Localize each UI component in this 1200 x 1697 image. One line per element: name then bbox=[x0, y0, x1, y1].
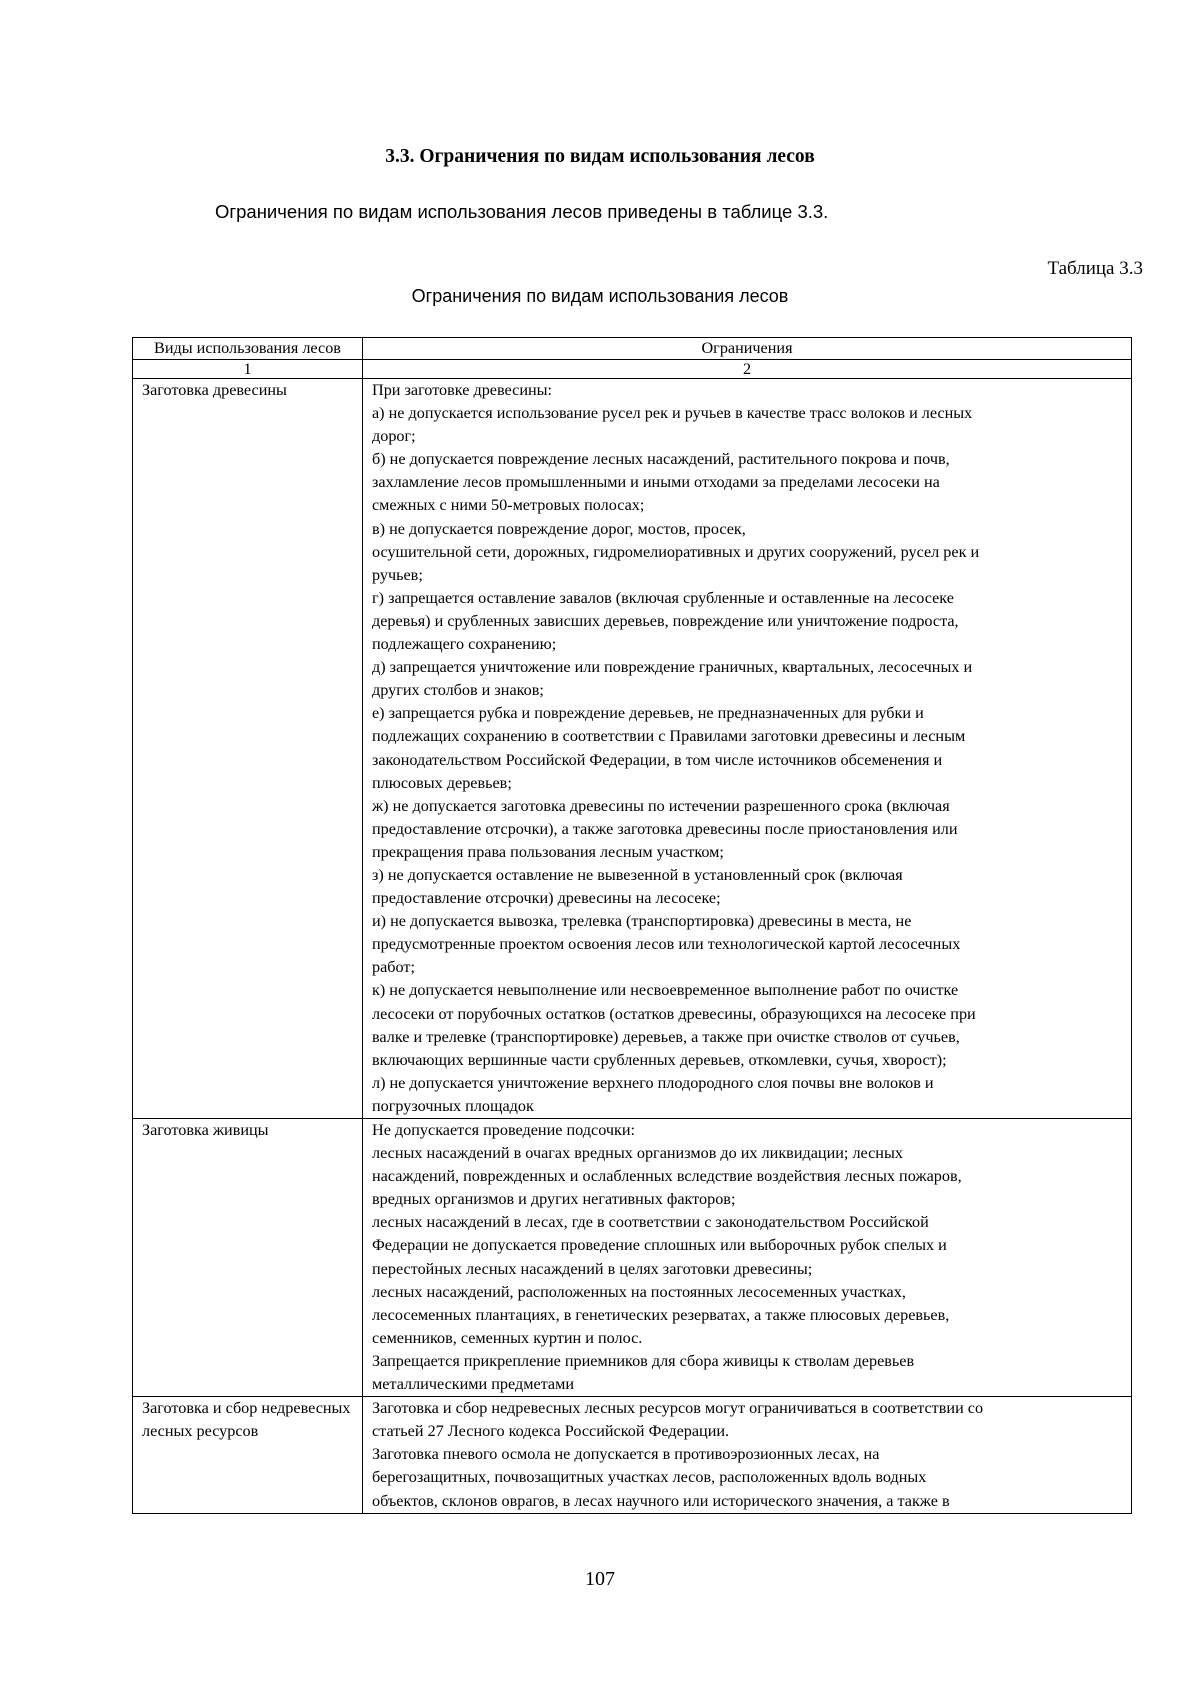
restriction-line: з) не допускается оставление не вывезенной в установленный срок (включая bbox=[372, 865, 903, 884]
restriction-line: других столбов и знаков; bbox=[372, 681, 544, 700]
restriction-line: включающих вершинные части срубленных деревьев, откомлевки, сучья, хворост); bbox=[372, 1050, 947, 1069]
restriction-line: д) запрещается уничтожение или повреждение граничных, квартальных, лесосечных и bbox=[372, 658, 973, 677]
restrictions-cell bbox=[363, 1119, 1132, 1397]
restriction-line: предусмотренные проектом освоения лесов или технологической картой лесосечных bbox=[372, 935, 961, 954]
table-label: Таблица 3.3 bbox=[1047, 258, 1143, 279]
column-number-row bbox=[133, 360, 1132, 379]
restriction-line: При заготовке древесины: bbox=[372, 381, 553, 399]
restriction-line: к) не допускается невыполнение или несвоевременное выполнение работ по очистке bbox=[372, 981, 959, 1000]
restriction-line: осушительной сети, дорожных, гидромелиоративных и других сооружений, русел рек и bbox=[372, 542, 980, 561]
table-row bbox=[133, 1397, 1132, 1513]
restriction-line: прекращения права пользования лесным участком; bbox=[372, 842, 724, 861]
restriction-line: лесных насаждений в лесах, где в соответствии с законодательством Российской bbox=[372, 1213, 929, 1232]
restriction-line: предоставление отсрочки), а также заготовка древесины после приостановления или bbox=[372, 819, 958, 838]
restriction-line: законодательством Российской Федерации, в том числе источников обсеменения и bbox=[372, 750, 943, 769]
restriction-line: в) не допускается повреждение дорог, мостов, просек, bbox=[372, 519, 746, 538]
restriction-line: ж) не допускается заготовка древесины по истечении разрешенного срока (включая bbox=[372, 796, 950, 815]
table-caption: Ограничения по видам использования лесов bbox=[411, 286, 789, 306]
forest-use-type-cell: Заготовка живицы bbox=[133, 1119, 363, 1397]
restriction-line: л) не допускается уничтожение верхнего плодородного слоя почвы вне волоков и bbox=[372, 1073, 934, 1092]
intro-paragraph: Ограничения по видам использования лесов приведены в таблице 3.3. bbox=[215, 201, 829, 222]
restrictions-cell bbox=[363, 379, 1132, 1119]
restriction-line: деревья) и срубленных зависших деревьев, повреждение или уничтожение подроста, bbox=[372, 611, 959, 630]
column-number-2: 2 bbox=[363, 360, 1132, 379]
section-heading: 3.3. Ограничения по видам использования лесов bbox=[385, 146, 815, 167]
restriction-line: Запрещается прикрепление приемников для сбора живицы к стволам деревьев bbox=[372, 1351, 915, 1370]
restriction-line: захламление лесов промышленными и иными отходами за пределами лесосеки на bbox=[372, 473, 940, 492]
restriction-line: лесных насаждений в очагах вредных организмов до их ликвидации; лесных bbox=[372, 1144, 903, 1163]
restriction-line: перестойных лесных насаждений в целях заготовки древесины; bbox=[372, 1259, 813, 1278]
restriction-line: Заготовка пневого осмола не допускается в противоэрозионных лесах, на bbox=[372, 1445, 880, 1464]
restriction-line: Не допускается проведение подсочки: bbox=[372, 1121, 636, 1139]
restriction-line: подлежащих сохранению в соответствии с Правилами заготовки древесины и лесным bbox=[372, 727, 966, 746]
header-forest-use-type bbox=[133, 338, 363, 360]
forest-use-type-cell: Заготовка и сбор недревесных лесных ресурсов bbox=[133, 1397, 363, 1513]
restriction-line: б) не допускается повреждение лесных насаждений, растительного покрова и почв, bbox=[372, 450, 950, 469]
restriction-line: и) не допускается вывозка, трелевка (транспортировка) древесины в места, не bbox=[372, 912, 912, 931]
restriction-line: Федерации не допускается проведение сплошных или выборочных рубок спелых и bbox=[372, 1236, 947, 1255]
restriction-line: вредных организмов и других негативных факторов; bbox=[372, 1190, 736, 1209]
restriction-line: лесных насаждений, расположенных на постоянных лесосеменных участках, bbox=[372, 1282, 906, 1301]
restriction-line: дорог; bbox=[372, 427, 416, 446]
header-col1-label: Виды использования лесов bbox=[154, 339, 341, 357]
restriction-line: подлежащего сохранению; bbox=[372, 635, 557, 654]
restrictions-cell bbox=[363, 1397, 1132, 1513]
restriction-line: г) запрещается оставление завалов (включая срубленные и оставленные на лесосеке bbox=[372, 588, 954, 607]
restriction-line: е) запрещается рубка и повреждение деревьев, не предназначенных для рубки и bbox=[372, 704, 924, 723]
restriction-line: смежных с ними 50-метровых полосах; bbox=[372, 496, 645, 515]
restriction-line: лесосеки от порубочных остатков (остатков древесины, образующихся на лесосеке при bbox=[372, 1004, 976, 1023]
restriction-line: берегозащитных, почвозащитных участках лесов, расположенных вдоль водных bbox=[372, 1468, 927, 1487]
table-row bbox=[133, 379, 1132, 1119]
restriction-line: статьей 27 Лесного кодекса Российской Федерации. bbox=[372, 1422, 730, 1441]
restriction-line: работ; bbox=[372, 958, 415, 977]
restriction-line: металлическими предметами bbox=[372, 1375, 574, 1394]
restriction-line: семенников, семенных куртин и полос. bbox=[372, 1328, 643, 1347]
page-number: 107 bbox=[585, 1568, 615, 1590]
table-header-row bbox=[133, 338, 1132, 360]
restriction-line: а) не допускается использование русел рек и ручьев в качестве трасс волоков и лесных bbox=[372, 404, 973, 423]
restriction-line: объектов, склонов оврагов, в лесах научного или исторического значения, а также в bbox=[372, 1491, 950, 1510]
restrictions-table bbox=[132, 337, 1132, 1514]
restriction-line: насаждений, поврежденных и ослабленных вследствие воздействия лесных пожаров, bbox=[372, 1167, 962, 1186]
column-number-1: 1 bbox=[133, 360, 363, 379]
restriction-line: Заготовка и сбор недревесных лесных ресурсов могут ограничиваться в соответствии со bbox=[372, 1399, 984, 1418]
restriction-line: погрузочных площадок bbox=[372, 1096, 534, 1115]
table-row bbox=[133, 1119, 1132, 1397]
restriction-line: предоставление отсрочки) древесины на лесосеке; bbox=[372, 889, 721, 908]
restriction-line: плюсовых деревьев; bbox=[372, 773, 512, 792]
restriction-line: валке и трелевке (транспортировке) деревьев, а также при очистке стволов от сучьев, bbox=[372, 1027, 960, 1046]
restriction-line: ручьев; bbox=[372, 565, 423, 584]
forest-use-type-cell: Заготовка древесины bbox=[133, 379, 363, 1119]
restriction-line: лесосеменных плантациях, в генетических резерватах, а также плюсовых деревьев, bbox=[372, 1305, 950, 1324]
header-restrictions: Ограничения bbox=[363, 338, 1132, 360]
